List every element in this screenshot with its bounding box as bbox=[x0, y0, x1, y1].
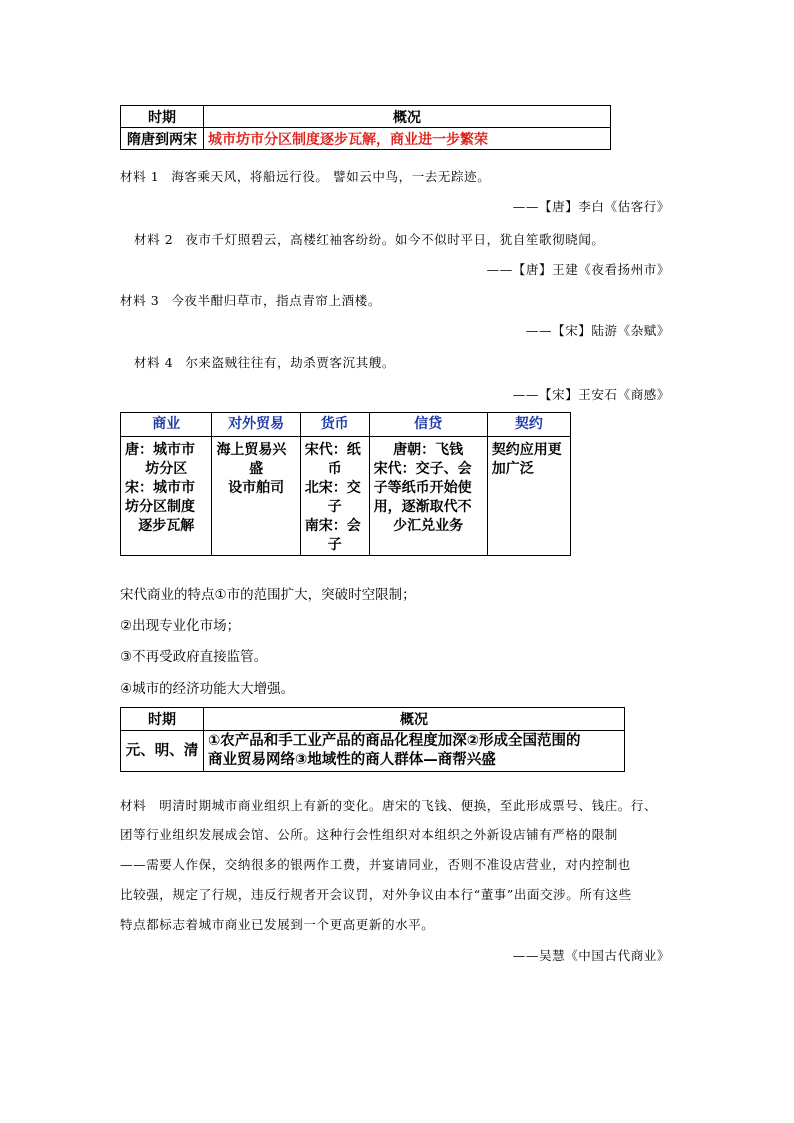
cell-overview bbox=[204, 731, 625, 772]
cell-line: 坊分区 bbox=[145, 461, 188, 477]
header-period: 时期 bbox=[121, 106, 204, 128]
cell-line: 南宋：会 bbox=[304, 518, 361, 534]
cell-line: 商业贸易网络③地域性的商人群体—商帮兴盛 bbox=[208, 752, 496, 768]
cell-line: 用，逐渐取代不 bbox=[373, 499, 472, 515]
cell-line: 逐步瓦解 bbox=[138, 518, 195, 534]
cell-line: 子等纸币开始使 bbox=[373, 480, 472, 496]
cell-line: 设市舶司 bbox=[228, 480, 285, 496]
material-label: 材料 1 bbox=[120, 169, 160, 184]
header-credit: 信贷 bbox=[369, 413, 487, 437]
cell-period: 元、明、清 bbox=[121, 731, 204, 772]
material-5-line-5: 特点都标志着城市商业已发展到一个更高更新的水平。 bbox=[120, 917, 435, 932]
material-4-source: ——【宋】王安石《商感》 bbox=[512, 387, 670, 402]
cell-line: 北宋：交 bbox=[304, 480, 361, 496]
material-5-line-1: 材料 明清时期城市商业组织上有新的变化。唐宋的飞钱、便换，至此形成票号、钱庄。行、 bbox=[120, 798, 658, 813]
cell-credit bbox=[369, 437, 487, 556]
material-text: 夜市千灯照碧云，高楼红袖客纷纷。如今不似时平日，犹自笙歌彻晓闻。 bbox=[185, 232, 605, 247]
song-commerce-table bbox=[120, 412, 571, 556]
cell-line: 少汇兑业务 bbox=[393, 518, 464, 534]
header-contract: 契约 bbox=[487, 413, 570, 437]
material-1-source: ——【唐】李白《估客行》 bbox=[512, 199, 670, 214]
material-text: 今夜半酣归草市，指点青帘上酒楼。 bbox=[171, 293, 381, 308]
table-header-row bbox=[121, 413, 571, 437]
period-table-sui-song bbox=[120, 105, 611, 150]
cell-line: 币 bbox=[327, 461, 342, 477]
cell-line: 唐朝：飞钱 bbox=[393, 442, 464, 458]
feature-line-3: ③不再受政府直接监管。 bbox=[120, 649, 268, 665]
cell-line: ①农产品和手工业产品的商品化程度加深②形成全国范围的 bbox=[208, 733, 581, 749]
material-2 bbox=[134, 230, 605, 248]
material-text: 尔来盗贼往往有，劫杀贾客沉其艘。 bbox=[185, 355, 395, 370]
header-commerce: 商业 bbox=[121, 413, 212, 437]
cell-line: 宋代：交子、会 bbox=[373, 461, 472, 477]
header-currency: 货币 bbox=[300, 413, 369, 437]
cell-line: 子 bbox=[327, 499, 342, 515]
material-label: 材料 3 bbox=[120, 293, 160, 308]
material-1 bbox=[120, 167, 490, 185]
feature-line-4: ④城市的经济功能大大增强。 bbox=[120, 681, 295, 697]
table-row bbox=[121, 128, 611, 150]
header-foreign-trade: 对外贸易 bbox=[212, 413, 300, 437]
material-5-source: ——吴慧《中国古代商业》 bbox=[512, 948, 670, 963]
cell-contract bbox=[487, 437, 570, 556]
cell-overview: 城市坊市分区制度逐步瓦解，商业进一步繁荣 bbox=[204, 128, 611, 150]
table-header-row bbox=[121, 106, 611, 128]
cell-foreign-trade bbox=[212, 437, 300, 556]
cell-line: 契约应用更 bbox=[491, 442, 562, 458]
cell-line: 子 bbox=[327, 537, 342, 553]
material-label: 材料 4 bbox=[134, 355, 174, 370]
material-5-line-2: 团等行业组织发展成会馆、公所。这种行会性组织对本组织之外新设店铺有严格的限制 bbox=[120, 827, 618, 842]
material-3 bbox=[120, 291, 381, 309]
cell-line: 盛 bbox=[249, 461, 264, 477]
material-3-source: ——【宋】陆游《杂赋》 bbox=[525, 323, 670, 338]
material-5-line-4: 比较强，规定了行规，违反行规者开会议罚，对外争议由本行“董事”出面交涉。所有这些 bbox=[120, 887, 632, 902]
material-5-line-3: ——需要人作保，交纳很多的银两作工费，并宴请同业，否则不准设店营业，对内控制也 bbox=[120, 857, 631, 872]
cell-period: 隋唐到两宋 bbox=[121, 128, 204, 150]
material-text: 海客乘天风，将船远行役。 譬如云中鸟，一去无踪迹。 bbox=[171, 169, 491, 184]
period-table-yuan-qing bbox=[120, 707, 625, 772]
table-row bbox=[121, 437, 571, 556]
cell-line: 宋：城市市 bbox=[125, 480, 195, 496]
material-2-source: ——【唐】王建《夜看扬州市》 bbox=[486, 262, 670, 277]
material-label: 材料 2 bbox=[134, 232, 174, 247]
cell-line: 加广泛 bbox=[491, 461, 534, 477]
feature-line-1: 宋代商业的特点①市的范围扩大，突破时空限制； bbox=[120, 587, 416, 603]
material-4 bbox=[134, 353, 395, 371]
header-overview: 概况 bbox=[204, 708, 625, 731]
cell-line: 唐：城市市 bbox=[125, 442, 195, 458]
feature-line-2: ②出现专业化市场； bbox=[120, 618, 241, 634]
cell-line: 坊分区制度 bbox=[125, 499, 195, 515]
table-row bbox=[121, 731, 625, 772]
cell-commerce bbox=[121, 437, 212, 556]
header-overview: 概况 bbox=[204, 106, 611, 128]
cell-line: 宋代：纸 bbox=[304, 442, 361, 458]
cell-line: 海上贸易兴 bbox=[216, 442, 287, 458]
table-header-row bbox=[121, 708, 625, 731]
header-period: 时期 bbox=[121, 708, 204, 731]
cell-currency bbox=[300, 437, 369, 556]
